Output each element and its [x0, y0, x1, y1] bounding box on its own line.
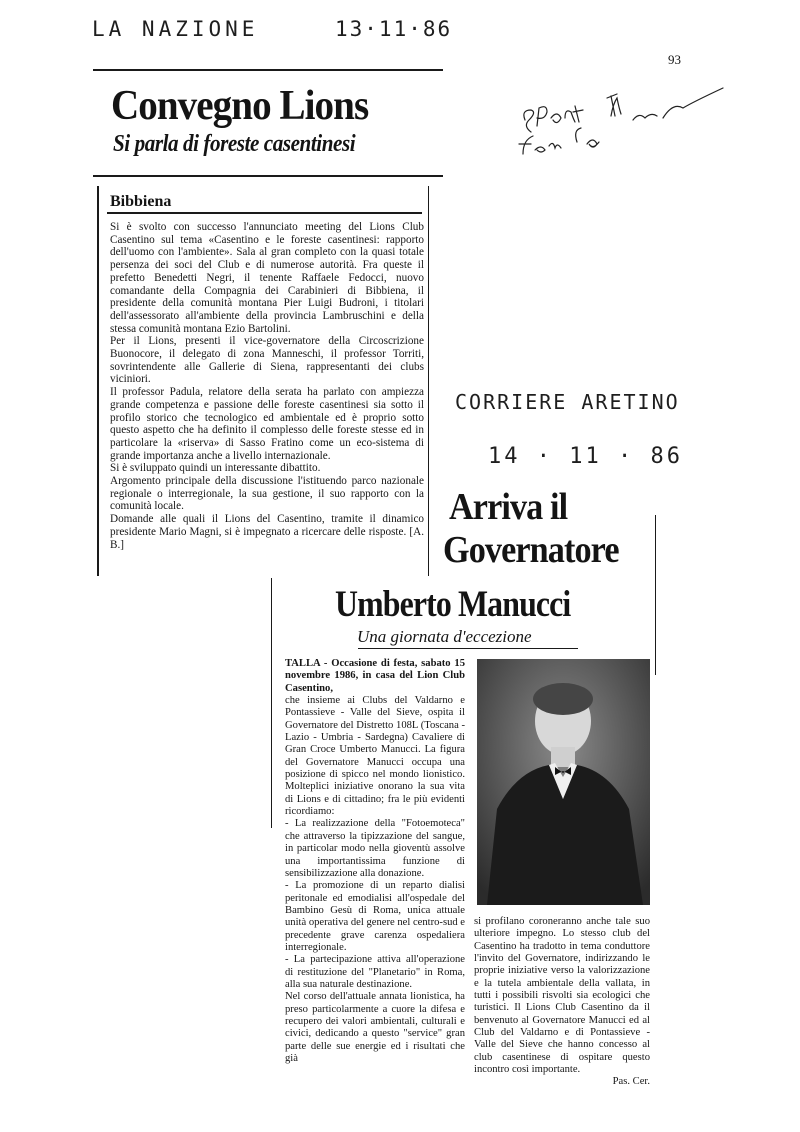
- lead-paragraph: TALLA - Occasione di festa, sabato 15 novembre 1986, in casa del Lion Club Casentino,: [285, 658, 465, 694]
- headline-rule-bottom: [93, 175, 443, 177]
- subheadline-rule: [358, 648, 578, 649]
- article-column-1: [285, 658, 465, 1065]
- paragraph: Domande alle quali il Lions del Casentino, tramite il dinamico presidente Mario Magni, si è impegnato a ricercare delle risposte. [A. B.]: [110, 513, 424, 551]
- source-date-la-nazione: 13·11·86: [335, 17, 453, 41]
- source-label-la-nazione: LA NAZIONE: [92, 17, 259, 41]
- paragraph: - La partecipazione attiva all'operazione di restituzione del "Planetario" in Roma, alla sua naturale destinazione.: [285, 954, 465, 990]
- paragraph: - La realizzazione della "Fotoemoteca" che attraverso la tipizzazione del sangue, in particolar modo nella gioventù assolve una importantissima funzione di sensibilizzazione alla donazione.: [285, 818, 465, 879]
- paragraph: Argomento principale della discussione l'istituendo parco nazionale regionale o interregionale, la sua gestione, il suo rapporto con la comunità locale.: [110, 475, 424, 513]
- paragraph: - La promozione di un reparto dialisi peritonale ed emodialisi all'ospedale del Bambino Gesù di Roma, unica attuale unità operativa del genere nel centro-sud e precedente grave carenza ospedaliera interregionale.: [285, 880, 466, 953]
- article-border-left: [97, 186, 99, 576]
- byline: Pas. Cer.: [612, 1076, 650, 1088]
- paragraph: Nel corso dell'attuale annata lionistica, ha preso particolarmente a cuore la difesa e recupero dei valori ambientali, culturali e civici, dedicando a questo "service" gran parte delle sue energie ed i risultati che già: [285, 991, 465, 1064]
- masthead-rule-top: [93, 69, 443, 71]
- paragraph: Per il Lions, presenti il vice-governatore della Circoscrizione Buonocore, il delegato di zona Manneschi, il professor Torriti, sovrintendente alle Gallerie di Siena, rappresentanti dei clubs viciniori.: [110, 335, 424, 386]
- article-border-left-2: [271, 578, 272, 828]
- page-number: 93: [668, 52, 681, 67]
- paragraph: Si è svolto con successo l'annunciato meeting del Lions Club Casentino sul tema «Casentino e le foreste casentinesi: rapporto dell'uomo con l'ambiente». Sala al gran completo con la quasi totale persenza dei soci del Club e di numerose autorità. Fra queste il prefetto Benedetti Negri, il tenente Raffaele Fedocci, nuovo comandante della Compagnia dei Carabinieri di Bibbiena, il presidente della comunità montana Pier Luigi Budroni, i titolari dell'assessorato all'ambiente della provincia Lambruschini e della stessa comunità montana Ezio Bartolini.: [110, 221, 424, 335]
- paragraph: Il professor Padula, relatore della serata ha parlato con ampiezza grande competenza e passione delle foreste casentinesi sia sotto il profilo storico che tecnologico ed ambientale ed è proprio sotto questo aspetto che ha definito il complesso delle foreste stesse ed in particolare la «riserva» di Sasso Fratino come un eco-sistema di grande importanza anche a livello internazionale.: [110, 386, 424, 462]
- dateline-bibbiena: Bibbiena: [110, 193, 172, 210]
- article-body-bibbiena: [110, 221, 424, 551]
- paragraph: che insieme ai Clubs del Valdarno e Pontassieve - Valle del Sieve, ospita il Governatore del Distretto 108L (Toscana - Lazio - Umbria - Sardegna) Cavaliere di Gran Croce Umberto Manucci. La figura del Governatore Manucci occupa una posizione di spicco nel mondo lionistico. Molteplici iniziative onorano la sua vita di Lions e di cittadino; fra le più evidenti ricordiamo:: [285, 695, 465, 818]
- kicker-governatore: Governatore: [443, 529, 619, 571]
- headline-convegno-lions: Convegno Lions: [111, 83, 369, 129]
- article-border-right-2: [655, 515, 656, 675]
- paragraph: Si è sviluppato quindi un interessante dibattito.: [110, 462, 321, 475]
- portrait-photo: [477, 659, 650, 905]
- article-column-2: [474, 916, 650, 1089]
- kicker-arriva-il: Arriva il: [449, 486, 568, 528]
- headline-umberto-manucci: Umberto Manucci: [335, 584, 571, 625]
- article-border-right: [428, 186, 429, 576]
- paragraph: si profilano coroneranno anche tale suo ulteriore impegno. Lo stesso club del Casentino ha tradotto in tema conduttore l'invito del Governatore, indirizzando le proprie iniziative verso la valorizzazione e la tutela ambientale della vallata, in tutti i possibili risvolti sia ecologici che turistici. Il Lions Club Casentino da il benvenuto al Governatore Manucci ed al Club del Valdarno e di Pontassieve - Valle del Sieve che hanno concesso al club casentinese di ospitare questo incontro così importante.: [474, 916, 650, 1076]
- subheadline-giornata: Una giornata d'eccezione: [357, 627, 532, 646]
- source-date-corriere: 14 · 11 · 86: [488, 444, 683, 469]
- handwritten-note: [515, 80, 755, 170]
- source-label-corriere-aretino: CORRIERE ARETINO: [455, 390, 680, 414]
- subheadline-foreste: Si parla di foreste casentinesi: [113, 131, 356, 157]
- dateline-rule: [107, 212, 422, 214]
- portrait-photo-icon: [477, 659, 650, 905]
